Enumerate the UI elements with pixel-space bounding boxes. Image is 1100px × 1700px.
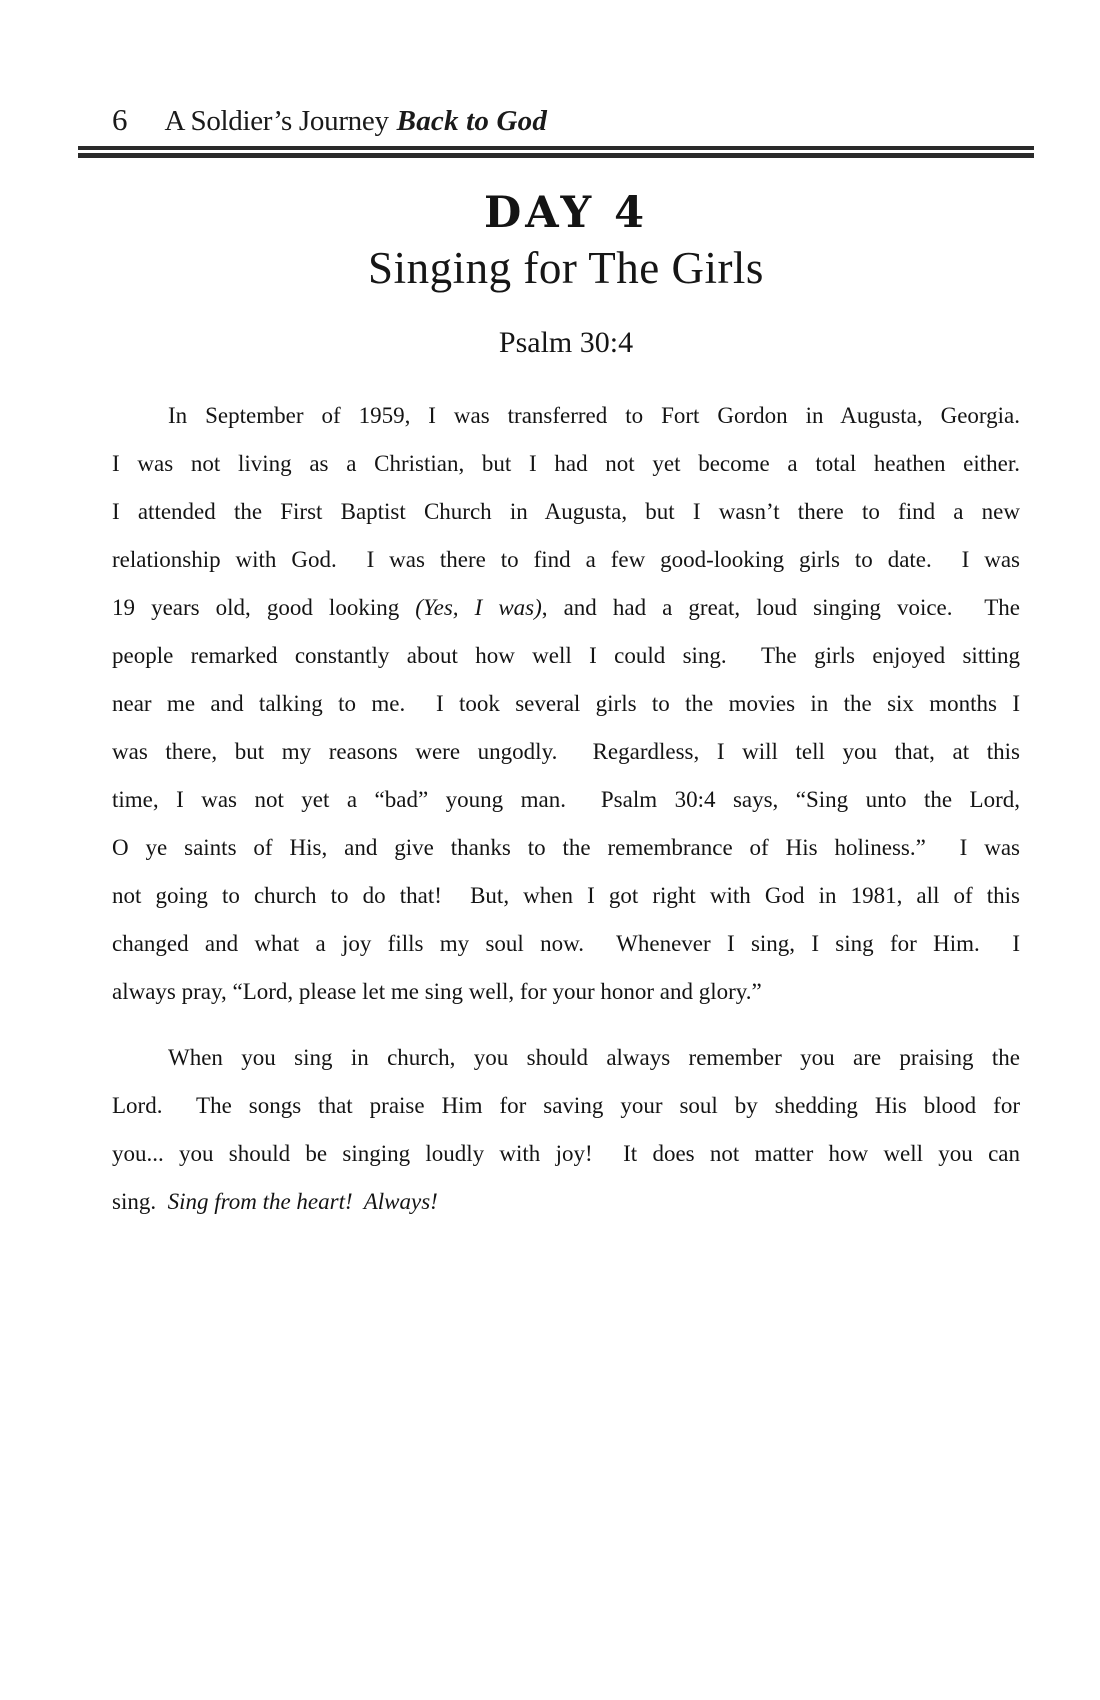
page-number: 6 <box>112 102 128 137</box>
text-line <box>112 1130 1020 1178</box>
text-line <box>112 728 1020 776</box>
text-line <box>112 1082 1020 1130</box>
text-line <box>112 488 1020 536</box>
text-line <box>112 872 1020 920</box>
scripture-reference: Psalm 30:4 <box>498 326 634 359</box>
text-line <box>112 680 1020 728</box>
line-text: I was not living as a Christian, but I had not yet become a total heathen either. <box>112 451 1020 476</box>
paragraph-1 <box>112 392 1020 1016</box>
running-head <box>112 102 547 138</box>
book-title: A Soldier’s Journey <box>164 105 389 137</box>
line-text: time, I was not yet a “bad” young man. Psalm 30:4 says, “Sing unto the Lord, <box>112 787 1020 812</box>
book-title-emphasis: Back to God <box>396 105 548 137</box>
line-text: I attended the First Baptist Church in Augusta, but I wasn’t there to find a new <box>112 499 1020 524</box>
line-text: always pray, “Lord, please let me sing well, for your honor and glory.” <box>112 979 762 1004</box>
line-text: 19 years old, good looking <box>112 595 416 620</box>
line-text: Lord. The songs that praise Him for saving your soul by shedding His blood for <box>112 1093 1020 1118</box>
header-rule-top <box>78 146 1034 150</box>
text-line <box>112 536 1020 584</box>
text-line <box>112 440 1020 488</box>
line-text: people remarked constantly about how well I could sing. The girls enjoyed sitting <box>112 643 1020 668</box>
line-text: , and had a great, loud singing voice. The <box>541 595 1020 620</box>
line-text: O ye saints of His, and give thanks to the remembrance of His holiness.” I was <box>112 835 1020 860</box>
line-text-italic: (Yes, I was) <box>415 595 542 620</box>
header-divider <box>78 146 1034 158</box>
line-text: In September of 1959, I was transferred to Fort Gordon in Augusta, Georgia. <box>168 403 1020 428</box>
line-text: not going to church to do that! But, when I got right with God in 1981, all of this <box>112 883 1020 908</box>
text-line <box>112 392 1020 440</box>
text-line <box>112 920 1020 968</box>
text-line <box>112 776 1020 824</box>
chapter-title: Singing for The Girls <box>368 243 764 293</box>
text-line <box>112 584 1020 632</box>
line-text: changed and what a joy fills my soul now. Whenever I sing, I sing for Him. I <box>112 931 1020 956</box>
text-line <box>112 968 1020 1016</box>
header-rule-bottom <box>78 153 1034 158</box>
paragraph-2 <box>112 1034 1020 1226</box>
line-text: sing. <box>112 1189 168 1214</box>
line-text: relationship with God. I was there to find a few good-looking girls to date. I was <box>112 547 1020 572</box>
line-text: you... you should be singing loudly with joy! It does not matter how well you can <box>112 1141 1020 1166</box>
text-line <box>112 824 1020 872</box>
line-text: When you sing in church, you should always remember you are praising the <box>168 1045 1020 1070</box>
line-text: was there, but my reasons were ungodly. Regardless, I will tell you that, at this <box>112 739 1020 764</box>
line-text: near me and talking to me. I took several girls to the movies in the six months I <box>112 691 1020 716</box>
text-line <box>112 632 1020 680</box>
line-text-italic: Sing from the heart! Always! <box>167 1189 438 1214</box>
text-line <box>112 1034 1020 1082</box>
chapter-day-heading: DAY 4 <box>483 188 649 238</box>
text-line <box>112 1178 1020 1226</box>
body-text <box>112 392 1020 1226</box>
